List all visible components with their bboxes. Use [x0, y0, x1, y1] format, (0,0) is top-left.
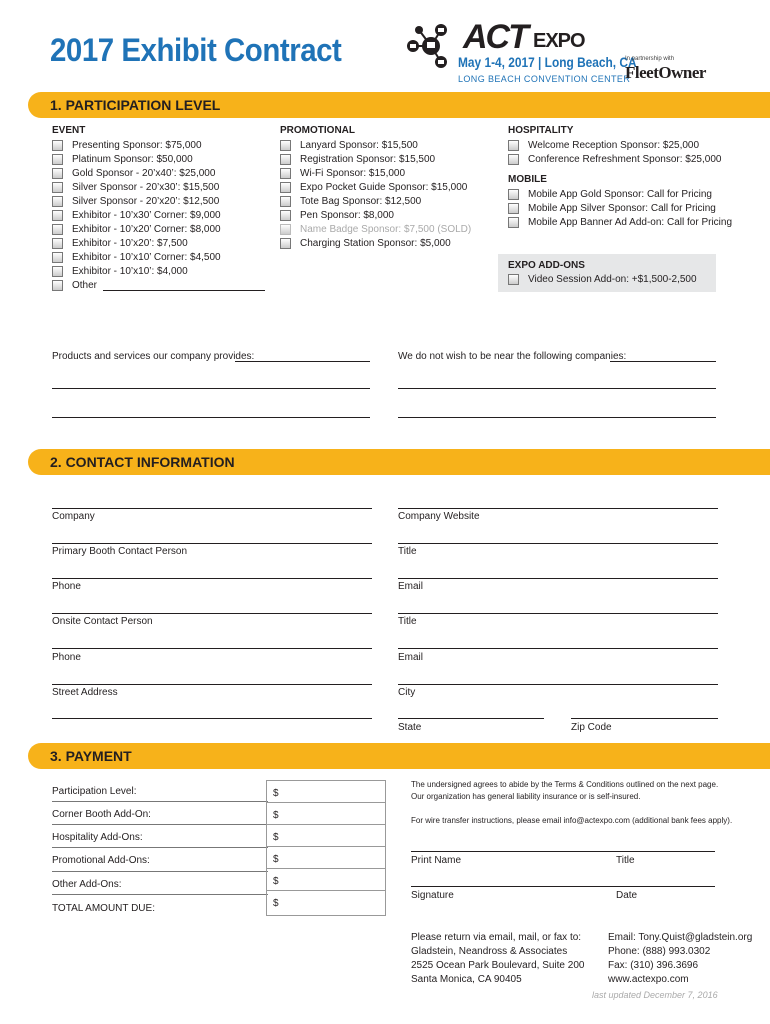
title-1-label: Title [398, 546, 417, 557]
option-silver-sponsor-20x30[interactable]: Silver Sponsor - 20’x30’: $15,500 [52, 180, 265, 194]
contact-website[interactable]: www.actexpo.com [608, 974, 689, 985]
company-label: Company [52, 511, 95, 522]
onsite-contact-label: Onsite Contact Person [52, 616, 153, 627]
participation-level-amount[interactable]: $ [267, 781, 385, 803]
phone-2-input[interactable] [52, 648, 372, 649]
other-addons-label: Other Add-Ons: [52, 872, 268, 895]
contact-details-block [608, 932, 752, 988]
signature-label: Signature [411, 890, 454, 901]
section-title: 1. PARTICIPATION LEVEL [50, 97, 221, 113]
title-2-label: Title [398, 616, 417, 627]
option-wifi-sponsor[interactable]: Wi-Fi Sponsor: $15,000 [280, 166, 471, 180]
option-charging-station-sponsor[interactable]: Charging Station Sponsor: $5,000 [280, 236, 471, 250]
checkbox[interactable] [52, 224, 63, 235]
promotional-addons-amount[interactable]: $ [267, 847, 385, 869]
hospitality-addons-label: Hospitality Add-Ons: [52, 825, 268, 848]
other-addons-amount[interactable]: $ [267, 869, 385, 891]
website-input[interactable] [398, 508, 718, 509]
option-platinum-sponsor[interactable]: Platinum Sponsor: $50,000 [52, 152, 265, 166]
option-pocket-guide-sponsor[interactable]: Expo Pocket Guide Sponsor: $15,000 [280, 180, 471, 194]
option-other[interactable]: Other [52, 278, 265, 292]
expo-addons-panel [498, 254, 716, 292]
option-presenting-sponsor[interactable]: Presenting Sponsor: $75,000 [52, 138, 265, 152]
option-exhibitor-10x20-corner[interactable]: Exhibitor - 10’x20’ Corner: $8,000 [52, 222, 265, 236]
wire-transfer-text: For wire transfer instructions, please email info@actexpo.com (additional bank fees apply). [411, 816, 733, 825]
website-label: Company Website [398, 511, 480, 522]
last-updated-text: last updated December 7, 2016 [592, 990, 718, 1000]
print-name-input[interactable] [411, 851, 715, 852]
option-tote-bag-sponsor[interactable]: Tote Bag Sponsor: $12,500 [280, 194, 471, 208]
event-venue: LONG BEACH CONVENTION CENTER [458, 74, 631, 84]
primary-contact-input[interactable] [52, 543, 372, 544]
section-title: 2. CONTACT INFORMATION [50, 454, 235, 470]
promotional-heading: PROMOTIONAL [280, 125, 355, 136]
payment-labels [52, 780, 268, 919]
option-exhibitor-10x10[interactable]: Exhibitor - 10’x10’: $4,000 [52, 264, 265, 278]
not-near-label: We do not wish to be near the following companies: [398, 351, 627, 362]
fleetowner-logo: FleetOwner [625, 63, 706, 82]
checkbox[interactable] [52, 266, 63, 277]
participation-level-label: Participation Level: [52, 780, 268, 802]
checkbox[interactable] [52, 140, 63, 151]
checkbox[interactable] [508, 154, 519, 165]
option-mobile-app-banner-ad[interactable]: Mobile App Banner Ad Add-on: Call for Pricing [508, 215, 732, 229]
products-input-line-3[interactable] [52, 417, 370, 418]
checkbox[interactable] [52, 168, 63, 179]
not-near-input[interactable] [610, 361, 716, 362]
products-label: Products and services our company provides: [52, 351, 255, 362]
option-video-session-addon[interactable]: Video Session Add-on: +$1,500-2,500 [508, 272, 697, 286]
street-address-input-line-2[interactable] [52, 718, 372, 719]
return-line: Please return via email, mail, or fax to: [411, 932, 582, 943]
promotional-addons-label: Promotional Add-Ons: [52, 848, 268, 872]
corner-booth-amount[interactable]: $ [267, 803, 385, 825]
partnership-label: In partnership with [625, 56, 675, 62]
city-label: City [398, 687, 416, 698]
phone-1-label: Phone [52, 581, 81, 592]
option-exhibitor-10x20[interactable]: Exhibitor - 10’x20’: $7,500 [52, 236, 265, 250]
phone-1-input[interactable] [52, 578, 372, 579]
option-conference-refreshment-sponsor[interactable]: Conference Refreshment Sponsor: $25,000 [508, 152, 721, 166]
event-heading: EVENT [52, 125, 86, 136]
option-welcome-reception-sponsor[interactable]: Welcome Reception Sponsor: $25,000 [508, 138, 721, 152]
agreement-text-2: Our organization has general liability insurance or is self-insured. [411, 792, 641, 801]
total-due-label: TOTAL AMOUNT DUE: [52, 903, 155, 914]
total-due-amount[interactable]: $ [273, 898, 279, 909]
logo-act-text: ACT [463, 18, 527, 56]
checkbox[interactable] [280, 168, 291, 179]
checkbox-disabled [280, 224, 291, 235]
company-input[interactable] [52, 508, 372, 509]
city-input[interactable] [398, 684, 718, 685]
checkbox[interactable] [280, 196, 291, 207]
email-1-label: Email [398, 581, 424, 592]
state-input[interactable] [398, 718, 544, 719]
corner-booth-label: Corner Booth Add-On: [52, 802, 268, 825]
expo-addons-heading: EXPO ADD-ONS [508, 260, 585, 271]
title-label: Title [616, 855, 635, 866]
checkbox[interactable] [508, 203, 519, 214]
contact-fax: Fax: (310) 396.3696 [608, 960, 699, 971]
zip-input[interactable] [571, 718, 718, 719]
return-address-block [411, 932, 584, 988]
option-mobile-app-gold[interactable]: Mobile App Gold Sponsor: Call for Pricing [508, 187, 732, 201]
checkbox[interactable] [52, 238, 63, 249]
not-near-input-line-3[interactable] [398, 417, 716, 418]
option-silver-sponsor-20x20[interactable]: Silver Sponsor - 20’x20’: $12,500 [52, 194, 265, 208]
return-line: Gladstein, Neandross & Associates [411, 946, 568, 957]
date-label: Date [616, 890, 638, 901]
contact-phone: Phone: (888) 993.0302 [608, 946, 711, 957]
checkbox[interactable] [280, 210, 291, 221]
checkbox[interactable] [52, 210, 63, 221]
agreement-text-1: The undersigned agrees to abide by the Terms & Conditions outlined on the next page. [411, 780, 719, 789]
payment-amounts-box [266, 780, 386, 916]
primary-contact-label: Primary Booth Contact Person [52, 546, 188, 557]
checkbox[interactable] [508, 274, 519, 285]
mobile-heading: MOBILE [508, 174, 547, 185]
checkbox[interactable] [52, 182, 63, 193]
checkbox[interactable] [508, 140, 519, 151]
checkbox[interactable] [280, 238, 291, 249]
hospitality-addons-amount[interactable]: $ [267, 825, 385, 847]
title-1-input[interactable] [398, 543, 718, 544]
email-2-label: Email [398, 652, 424, 663]
phone-2-label: Phone [52, 652, 81, 663]
option-pen-sponsor[interactable]: Pen Sponsor: $8,000 [280, 208, 471, 222]
option-name-badge-sponsor-sold: Name Badge Sponsor: $7,500 (SOLD) [280, 222, 471, 236]
other-input-line[interactable] [103, 280, 265, 291]
return-line: 2525 Ocean Park Boulevard, Suite 200 [411, 960, 585, 971]
option-lanyard-sponsor[interactable]: Lanyard Sponsor: $15,500 [280, 138, 471, 152]
not-near-input-line-2[interactable] [398, 388, 716, 389]
option-registration-sponsor[interactable]: Registration Sponsor: $15,500 [280, 152, 471, 166]
checkbox[interactable] [52, 196, 63, 207]
checkbox[interactable] [280, 140, 291, 151]
hospitality-heading: HOSPITALITY [508, 125, 574, 136]
section-payment-header [28, 743, 770, 769]
checkbox[interactable] [52, 154, 63, 165]
print-name-label: Print Name [411, 855, 462, 866]
checkbox[interactable] [508, 189, 519, 200]
act-expo-logo [405, 18, 725, 90]
checkbox[interactable] [280, 154, 291, 165]
page-title: 2017 Exhibit Contract [50, 32, 342, 68]
signature-input[interactable] [411, 886, 715, 887]
street-address-label: Street Address [52, 687, 118, 698]
title-2-input[interactable] [398, 613, 718, 614]
section-title: 3. PAYMENT [50, 748, 132, 764]
option-mobile-app-silver[interactable]: Mobile App Silver Sponsor: Call for Pricing [508, 201, 732, 215]
email-1-input[interactable] [398, 578, 718, 579]
truck-network-icon [405, 22, 457, 70]
email-2-input[interactable] [398, 648, 718, 649]
logo-expo-text: EXPO [533, 30, 585, 52]
hospitality-options [508, 138, 721, 166]
checkbox[interactable] [508, 217, 519, 228]
products-input-line-2[interactable] [52, 388, 370, 389]
checkbox[interactable] [52, 280, 63, 291]
option-gold-sponsor[interactable]: Gold Sponsor - 20’x40’: $25,000 [52, 166, 265, 180]
section-contact-header [28, 449, 770, 475]
street-address-input[interactable] [52, 684, 372, 685]
checkbox[interactable] [52, 252, 63, 263]
return-line: Santa Monica, CA 90405 [411, 974, 522, 985]
event-options [52, 138, 265, 292]
checkbox[interactable] [280, 182, 291, 193]
zip-label: Zip Code [571, 722, 612, 733]
section-participation-header [28, 92, 770, 118]
state-label: State [398, 722, 422, 733]
mobile-options [508, 187, 732, 229]
promotional-options [280, 138, 471, 250]
onsite-contact-input[interactable] [52, 613, 372, 614]
contact-email[interactable]: Email: Tony.Quist@gladstein.org [608, 932, 753, 943]
option-exhibitor-10x30-corner[interactable]: Exhibitor - 10’x30’ Corner: $9,000 [52, 208, 265, 222]
option-exhibitor-10x10-corner[interactable]: Exhibitor - 10’x10’ Corner: $4,500 [52, 250, 265, 264]
event-dates: May 1-4, 2017 | Long Beach, CA [458, 54, 637, 70]
products-input[interactable] [235, 361, 370, 362]
